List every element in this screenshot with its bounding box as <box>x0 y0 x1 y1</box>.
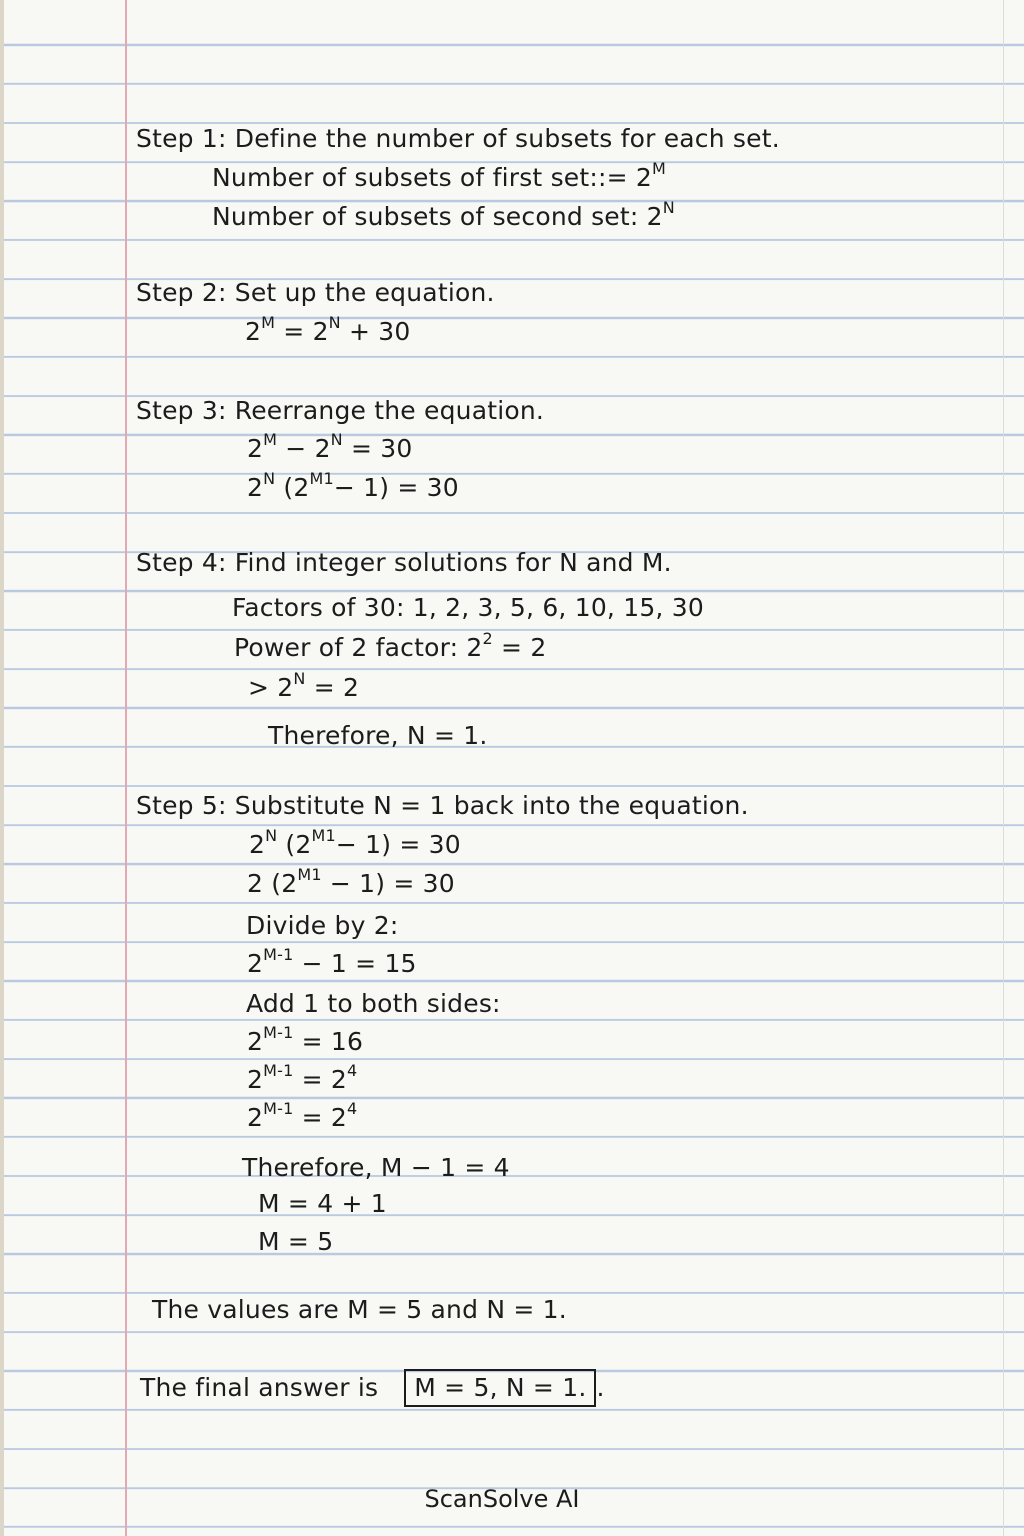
divide-line: Divide by 2: <box>246 911 399 940</box>
step-4-heading <box>136 548 672 578</box>
add-line: Add 1 to both sides: <box>246 989 501 1018</box>
step-5-heading <box>136 791 749 821</box>
step-label: Step 3: <box>136 396 227 425</box>
therefore-n-line: Therefore, N = 1. <box>268 721 488 750</box>
step-text: Define the number of subsets for each set. <box>234 124 780 153</box>
step-3-equation-2: $2^N$ $(2^{M1}- 1) = 30$ <box>247 468 459 502</box>
step-label: Step 1: <box>136 124 227 153</box>
step-5-equation-4: $2^{M-1} = 16$ <box>247 1022 364 1056</box>
step-3-equation-1: $2^M - 2^N = 30$ <box>247 429 413 463</box>
step-2-equation: $2^M = 2^N + 30$ <box>245 312 411 346</box>
values-line: The values are M = 5 and N = 1. <box>152 1295 567 1324</box>
step-5-equation-6: $2^{M-1} = 2^4$ <box>247 1098 358 1132</box>
therefore-m-line: Therefore, M − 1 = 4 <box>242 1153 510 1182</box>
step-1-line-2: Number of subsets of second set: $2^N$ <box>212 197 675 231</box>
final-answer-box: M = 5, N = 1. <box>404 1369 596 1407</box>
step-text: Find integer solutions for N and M. <box>234 548 672 577</box>
factors-line: Factors of 30: 1, 2, 3, 5, 6, 10, 15, 30 <box>232 593 704 622</box>
step-3-heading <box>136 396 544 426</box>
step-5-equation-5: $2^{M-1} = 2^4$ <box>247 1060 358 1094</box>
step-2-heading <box>136 278 495 308</box>
scansolve-watermark: ScanSolve AI <box>424 1485 580 1513</box>
step-text: Reerrange the equation. <box>234 396 545 425</box>
right-margin-line <box>1003 0 1004 1536</box>
step-text: Set up the equation. <box>234 278 495 307</box>
margin-line <box>125 0 127 1536</box>
step-label: Step 5: <box>136 791 227 820</box>
step-1-heading <box>136 124 780 154</box>
step-label: Step 2: <box>136 278 227 307</box>
step-1-line-1: Number of subsets of first set::= $2^M$ <box>212 158 667 192</box>
step-text: Substitute N = 1 back into the equation. <box>234 791 749 820</box>
step-5-equation-2: 2 $(2^{M1} - 1) = 30$ <box>247 864 455 898</box>
step-label: Step 4: <box>136 548 227 577</box>
final-answer-line: The final answer is M = 5, N = 1. . <box>140 1369 605 1407</box>
page-edge <box>0 0 4 1536</box>
power-of-two-line: Power of 2 factor: $2^2 = 2$ <box>234 628 547 662</box>
step-5-equation-1: $2^N$ $(2^{M1}- 1) = 30$ <box>249 825 461 859</box>
final-answer-text: The final answer is <box>140 1373 379 1402</box>
m-sum-line: M = 4 + 1 <box>258 1189 387 1218</box>
step-5-equation-3: $2^{M-1} - 1 = 15$ <box>247 944 417 978</box>
m-result-line: M = 5 <box>258 1227 334 1256</box>
two-n-line: > $2^N = 2$ <box>248 668 360 702</box>
